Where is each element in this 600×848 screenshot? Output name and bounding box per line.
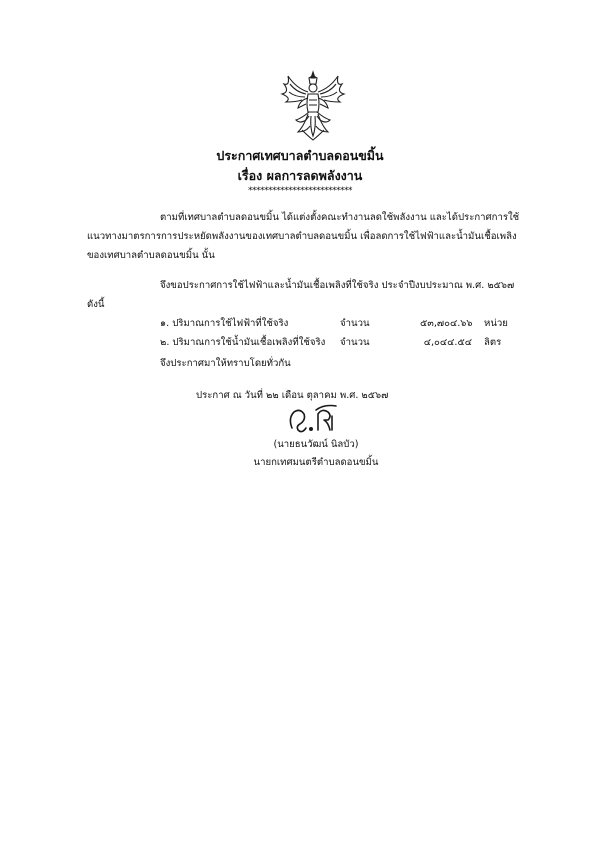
list-item	[0, 314, 600, 333]
separator-line: **************************	[248, 186, 352, 196]
paragraph-1-line-2: แนวทางมาตรการการประหยัดพลังงานของเทศบาลตำบลดอนขมิ้น เพื่อลดการใช้ไฟฟ้าและน้ำมันเชื้อเพลิง	[87, 231, 517, 242]
item-label: จำนวน	[340, 318, 370, 329]
item-unit: ลิตร	[484, 337, 502, 348]
document-subject: เรื่อง ผลการลดพลังงาน	[237, 168, 363, 183]
list-item	[0, 333, 600, 352]
paragraph-2-line-2: ดังนี้	[87, 299, 105, 310]
item-name: ๑. ปริมาณการใช้ไฟฟ้าที่ใช้จริง	[160, 318, 289, 329]
signer-name: (นายธนวัฒน์ นิลบัว)	[273, 439, 359, 450]
date-line: ประกาศ ณ วันที่ ๒๒ เดือน ตุลาคม พ.ศ. ๒๕๖๗	[196, 390, 389, 401]
handwritten-signature	[278, 398, 348, 438]
item-label: จำนวน	[340, 337, 370, 348]
item-value: ๔,๐๔๔.๕๔	[423, 337, 472, 348]
document-title: ประกาศเทศบาลตำบลดอนขมิ้น	[216, 148, 384, 163]
item-unit: หน่วย	[484, 318, 508, 329]
paragraph-1-line-3: ของเทศบาลตำบลดอนขมิ้น นั้น	[87, 250, 215, 261]
paragraph-1-line-1: ตามที่เทศบาลตำบลดอนขมิ้น ได้แต่งตั้งคณะทำงานลดใช้พลังงาน และได้ประกาศการใช้	[160, 212, 520, 223]
closing-line: จึงประกาศมาให้ทราบโดยทั่วกัน	[160, 358, 291, 369]
item-name: ๒. ปริมาณการใช้น้ำมันเชื้อเพลิงที่ใช้จริง	[160, 337, 326, 348]
paragraph-2-line-1: จึงขอประกาศการใช้ไฟฟ้าและน้ำมันเชื้อเพลิงที่ใช้จริง ประจำปีงบประมาณ พ.ศ. ๒๕๖๗	[160, 280, 515, 291]
item-value: ๕๓,๗๐๔.๖๖	[420, 318, 473, 329]
signer-position: นายกเทศมนตรีตำบลดอนขมิ้น	[253, 457, 379, 468]
garuda-emblem-icon	[278, 70, 348, 142]
